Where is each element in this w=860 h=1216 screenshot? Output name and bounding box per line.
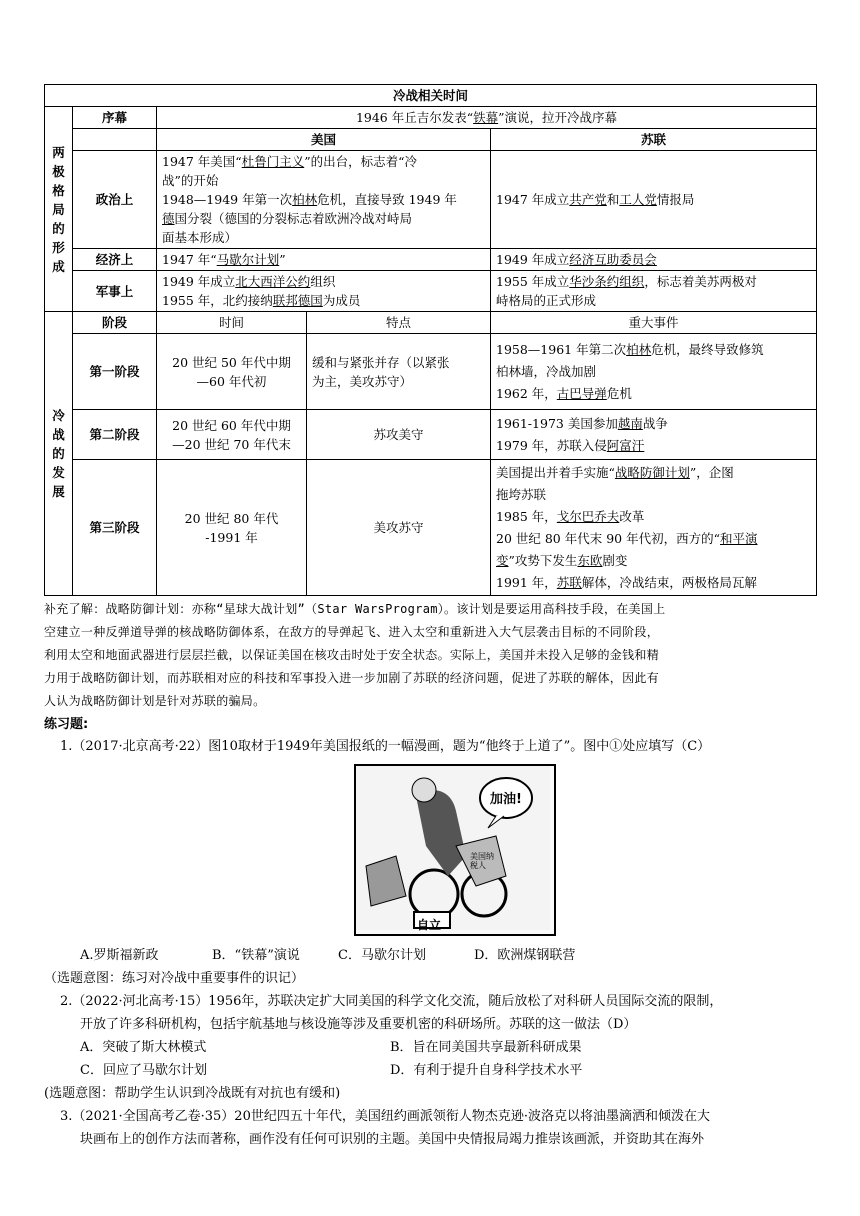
q1-option-c[interactable]: C．马歇尔计划 [338, 948, 426, 963]
exercise-title: 练习题: [44, 717, 89, 732]
column-ussr: 苏联 [491, 129, 817, 151]
politics-label: 政治上 [73, 151, 157, 249]
q2-option-d[interactable]: D．有利于提升自身科学技术水平 [390, 1063, 583, 1078]
stage1-label: 第一阶段 [73, 334, 157, 410]
stage2-feature: 苏攻美守 [307, 410, 491, 460]
supplementary-note: 补充了解：战略防御计划：亦称“星球大战计划”（Star WarsProgram）。该计划是要运用高科技手段，在美国上 空建立一种反弹道导弹的核战略防御体系，在敌方的导弹起飞、进入太空和重新进入大气层袭击目标的不同阶段， 利用太空和地面武器进行层层拦截，以保证美国在核攻击时处于安全状态。实际上，美国并未投入足够的金钱和精 力用于战略防御计划，而苏联相对应的科技和军事投入进一步加剧了苏联的经济问题，促进了苏联的解体，因此有 人认为战略防御计划是针对苏联的骗局。 [44, 602, 666, 708]
header-feature: 特点 [307, 312, 491, 334]
stage1-feature: 缓和与紧张并存（以紧张 为主，美攻苏守） [307, 334, 491, 410]
question-2 [44, 990, 816, 1105]
question-2-line1: 2.（2022·河北高考·15）1956年，苏联决定扩大同美国的科学文化交流，随后放松了对科研人员国际交流的限制， [60, 994, 723, 1009]
question-1-options [44, 944, 816, 967]
military-us: 1949 年成立北大西洋公约组织 1955 年，北约接纳联邦德国为成员 [157, 271, 491, 312]
section-development-label: 冷 战 的 发 展 [45, 312, 73, 596]
stage2-time: 20 世纪 60 年代中期 —20 世纪 70 年代末 [157, 410, 307, 460]
cartoon-tag-text: 美国纳税人 [470, 852, 494, 870]
header-events: 重大事件 [491, 312, 817, 334]
table-title: 冷战相关时间 [45, 85, 817, 107]
page [44, 84, 816, 1151]
stage2-events: 1961-1973 美国参加越南战争 1979 年，苏联入侵阿富汗 [491, 410, 817, 460]
prelude-text: 1946 年丘吉尔发表“铁幕”演说，拉开冷战序幕 [157, 107, 817, 129]
q1-option-d[interactable]: D．欧洲煤钢联营 [474, 948, 576, 963]
politics-us: 1947 年美国“杜鲁门主义”的出台，标志着“冷 战”的开始 1948—1949 年第一次柏林危机，直接导致 1949 年 德国分裂（德国的分裂标志着欧洲冷战对峙局 面基本形成） [157, 151, 491, 249]
question-3-line2: 块画布上的创作方法而著称，画作没有任何可识别的主题。美国中央情报局竭力推崇该画派，并资助其在海外 [80, 1132, 705, 1147]
cartoon-bubble-text: 加油! [490, 792, 522, 807]
stage3-label: 第三阶段 [73, 460, 157, 596]
question-3 [44, 1105, 816, 1151]
question-2-options-row1 [44, 1036, 816, 1059]
stage3-events: 美国提出并着手实施“战略防御计划”，企图 拖垮苏联 1985 年，戈尔巴乔夫改革 20 世纪 80 年代末 90 年代初，西方的“和平演 变”攻势下发生东欧剧变 1991 年，苏联解体，冷战结束，两极格局瓦解 [491, 460, 817, 596]
stage2-label: 第二阶段 [73, 410, 157, 460]
column-us: 美国 [157, 129, 491, 151]
stage3-time: 20 世纪 80 年代 -1991 年 [157, 460, 307, 596]
economy-ussr: 1949 年成立经济互助委员会 [491, 249, 817, 271]
political-cartoon-image [354, 764, 556, 936]
politics-ussr: 1947 年成立共产党和工人党情报局 [491, 151, 817, 249]
question-1-text: 1.（2017·北京高考·22）图10取材于1949年美国报纸的一幅漫画，题为“他终于上道了”。图中①处应填写（C） [60, 739, 711, 754]
q2-option-a[interactable]: A．突破了斯大林模式 [80, 1040, 207, 1055]
q2-option-b[interactable]: B．旨在同美国共享最新科研成果 [390, 1040, 582, 1055]
prelude-label: 序幕 [73, 107, 157, 129]
military-label: 军事上 [73, 271, 157, 312]
stage3-feature: 美攻苏守 [307, 460, 491, 596]
cartoon-sign-text: 自立 [417, 918, 442, 932]
question-3-line1: 3.（2021·全国高考乙卷·35）20世纪四五十年代，美国纽约画派领衔人物杰克逊·波洛克以将油墨滴洒和倾泼在大 [60, 1109, 710, 1124]
question-1 [44, 735, 816, 990]
stage1-events: 1958—1961 年第二次柏林危机，最终导致修筑 柏林墙，冷战加剧 1962 年，古巴导弹危机 [491, 334, 817, 410]
economy-label: 经济上 [73, 249, 157, 271]
question-2-options-row2 [44, 1059, 816, 1082]
q1-option-a[interactable]: A.罗斯福新政 [80, 948, 159, 963]
economy-us: 1947 年“马歇尔计划” [157, 249, 491, 271]
header-stage: 阶段 [73, 312, 157, 334]
military-ussr: 1955 年成立华沙条约组织，标志着美苏两极对 峙格局的正式形成 [491, 271, 817, 312]
section-formation-label: 两 极 格 局 的 形 成 [45, 107, 73, 312]
q2-option-c[interactable]: C．回应了马歇尔计划 [80, 1063, 207, 1078]
header-time: 时间 [157, 312, 307, 334]
question-2-purpose: (选题意图：帮助学生认识到冷战既有对抗也有缓和) [44, 1086, 341, 1101]
question-1-purpose: （选题意图：练习对冷战中重要事件的识记） [44, 971, 305, 986]
q1-option-b[interactable]: B．“铁幕”演说 [212, 948, 300, 963]
question-2-line2: 开放了许多科研机构，包括宇航基地与核设施等涉及重要机密的科研场所。苏联的这一做法（D） [80, 1017, 637, 1032]
cold-war-timeline-table [44, 84, 817, 596]
stage1-time: 20 世纪 50 年代中期 —60 年代初 [157, 334, 307, 410]
